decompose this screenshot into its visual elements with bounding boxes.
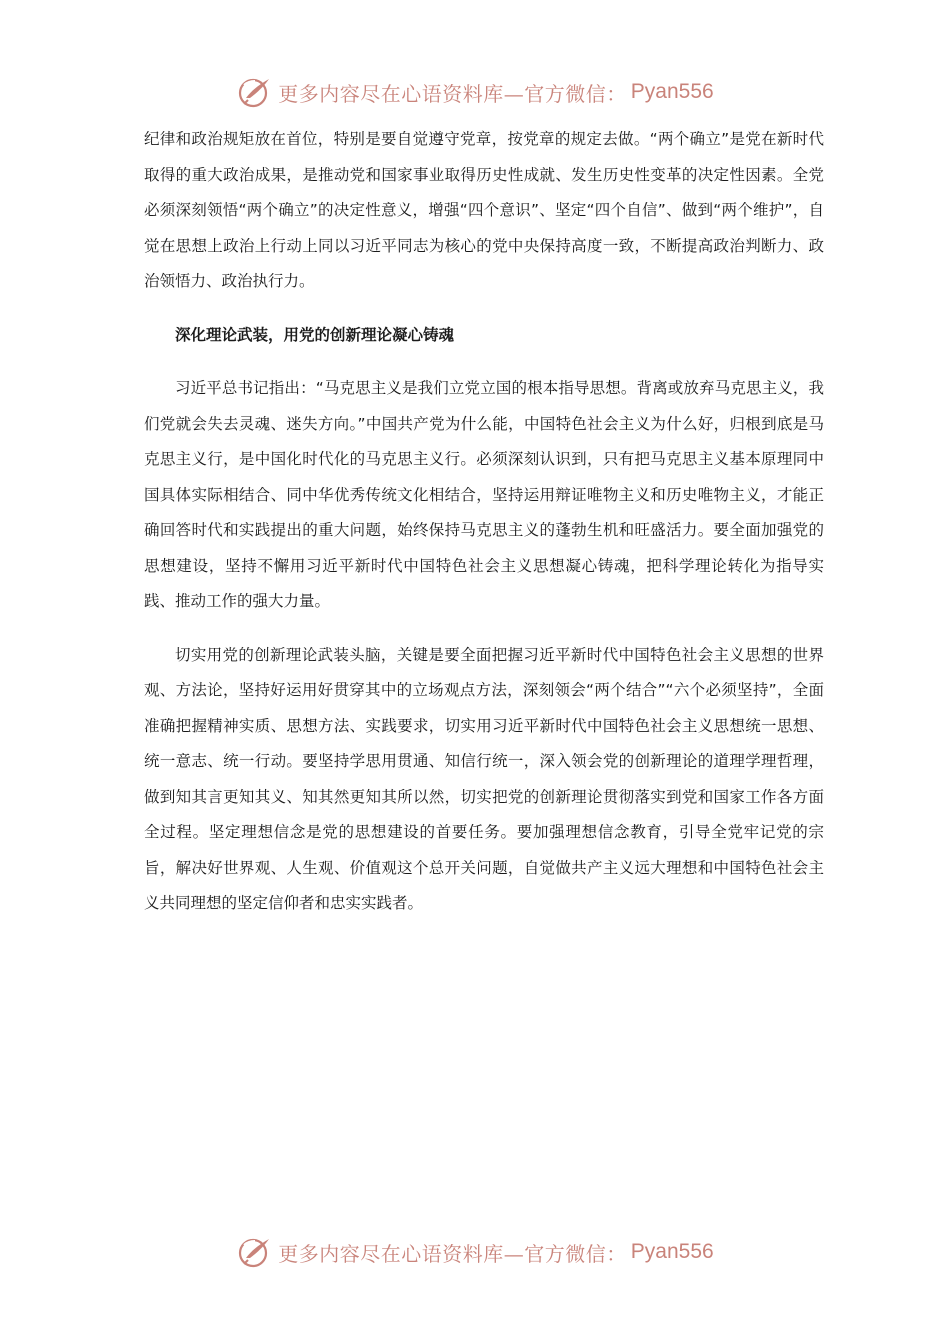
quill-pen-logo-icon <box>236 1234 272 1270</box>
watermark-handle: Pyan556 <box>630 1240 714 1263</box>
section-heading: 深化理论武装，用党的创新理论凝心铸魂 <box>175 325 455 344</box>
watermark-text: 更多内容尽在心语资料库—官方微信： <box>278 1241 627 1266</box>
quill-pen-logo-icon <box>236 74 272 110</box>
paragraph-2: 习近平总书记指出：“马克思主义是我们立党立国的根本指导思想。背离或放弃马克思主义，我们党就会失去灵魂、迷失方向。”中国共产党为什么能，中国特色社会主义为什么好，归根到底是马克思主义行，是中国化时代化的马克思主义行。必须深刻认识到，只有把马克思主义基本原理同中国具体实际相结合、同中华优秀传统文化相结合，坚持运用辩证唯物主义和历史唯物主义，才能正确回答时代和实践提出的重大问题，始终保持马克思主义的蓬勃生机和旺盛活力。要全面加强党的思想建设，坚持不懈用习近平新时代中国特色社会主义思想凝心铸魂，把科学理论转化为指导实践、推动工作的强大力量。 <box>144 379 824 610</box>
document-body <box>144 122 824 940</box>
watermark-text: 更多内容尽在心语资料库—官方微信： <box>278 81 627 106</box>
paragraph-1: 纪律和政治规矩放在首位，特别是要自觉遵守党章，按党章的规定去做。“两个确立”是党在新时代取得的重大政治成果，是推动党和国家事业取得历史性成就、发生历史性变革的决定性因素。全党必须深刻领悟“两个确立”的决定性意义，增强“四个意识”、坚定“四个自信”、做到“两个维护”，自觉在思想上政治上行动上同以习近平同志为核心的党中央保持高度一致，不断提高政治判断力、政治领悟力、政治执行力。 <box>144 130 824 290</box>
watermark-handle: Pyan556 <box>630 80 714 103</box>
header-watermark <box>0 72 950 112</box>
paragraph-3: 切实用党的创新理论武装头脑，关键是要全面把握习近平新时代中国特色社会主义思想的世界观、方法论，坚持好运用好贯穿其中的立场观点方法，深刻领会“两个结合”“六个必须坚持”，全面准确把握精神实质、思想方法、实践要求，切实用习近平新时代中国特色社会主义思想统一思想、统一意志、统一行动。要坚持学思用贯通、知信行统一，深入领会党的创新理论的道理学理哲理，做到知其言更知其义、知其然更知其所以然，切实把党的创新理论贯彻落实到党和国家工作各方面全过程。坚定理想信念是党的思想建设的首要任务。要加强理想信念教育，引导全党牢记党的宗旨，解决好世界观、人生观、价值观这个总开关问题，自觉做共产主义远大理想和中国特色社会主义共同理想的坚定信仰者和忠实实践者。 <box>144 645 824 912</box>
footer-watermark <box>0 1232 950 1272</box>
